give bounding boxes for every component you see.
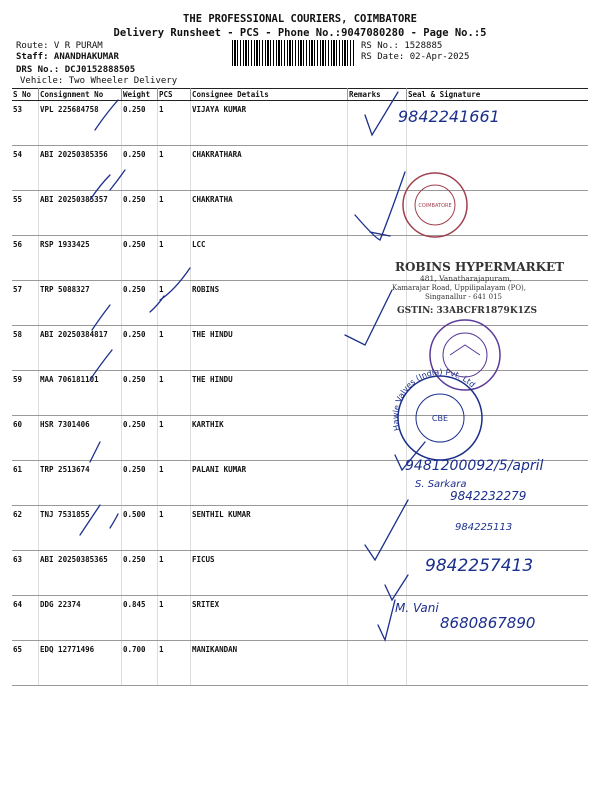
- row-pcs: 1: [158, 641, 191, 686]
- row-weight: 0.845: [122, 596, 158, 641]
- col-sno: S No: [12, 89, 39, 101]
- row-consignment-no: ABI 20250384817: [39, 326, 122, 371]
- col-consignment: Consignment No: [39, 89, 122, 101]
- row-weight: 0.250: [122, 191, 158, 236]
- table-row: [12, 191, 588, 236]
- row-weight: 0.250: [122, 416, 158, 461]
- row-pcs: 1: [158, 146, 191, 191]
- row-pcs: 1: [158, 371, 191, 416]
- row-seal-signature: [407, 551, 589, 596]
- row-pcs: 1: [158, 236, 191, 281]
- hand-r62-phone: 9842232279: [450, 489, 527, 503]
- row-seal-signature: [407, 281, 589, 326]
- row-sno: 63: [12, 551, 39, 596]
- row-seal-signature: [407, 191, 589, 236]
- row-sno: 60: [12, 416, 39, 461]
- row-consignee: THE HINDU: [191, 326, 348, 371]
- row-consignment-no: HSR 7301406: [39, 416, 122, 461]
- row-weight: 0.250: [122, 101, 158, 146]
- row-sno: 56: [12, 236, 39, 281]
- row-pcs: 1: [158, 191, 191, 236]
- row-weight: 0.250: [122, 461, 158, 506]
- row-consignment-no: TRP 2513674: [39, 461, 122, 506]
- row-consignment-no: ABI 20250385365: [39, 551, 122, 596]
- col-consignee: Consignee Details: [191, 89, 348, 101]
- hand-r64-phone: 9842257413: [425, 556, 534, 576]
- row-seal-signature: [407, 146, 589, 191]
- table-row: [12, 641, 588, 686]
- col-pcs: PCS: [158, 89, 191, 101]
- row-remarks: [348, 641, 407, 686]
- company-title: THE PROFESSIONAL COURIERS, COIMBATORE: [183, 13, 417, 25]
- row-consignment-no: MAA 706181101: [39, 371, 122, 416]
- row-sno: 59: [12, 371, 39, 416]
- row-remarks: [348, 101, 407, 146]
- row-seal-signature: [407, 101, 589, 146]
- rs-date-label: RS Date: 02-Apr-2025: [361, 52, 470, 62]
- row-sno: 65: [12, 641, 39, 686]
- table-body: [12, 101, 588, 686]
- row-sno: 57: [12, 281, 39, 326]
- row-weight: 0.250: [122, 371, 158, 416]
- row-pcs: 1: [158, 326, 191, 371]
- table-row: [12, 281, 588, 326]
- col-seal-signature: Seal & Signature: [407, 89, 589, 101]
- row-seal-signature: [407, 326, 589, 371]
- hawle-center: CBE: [431, 414, 449, 423]
- row-sno: 58: [12, 326, 39, 371]
- row-consignee: FICUS: [191, 551, 348, 596]
- row-consignment-no: TNJ 7531855: [39, 506, 122, 551]
- row-remarks: [348, 551, 407, 596]
- rs-no-label: RS No.: 1528885: [361, 41, 443, 51]
- runsheet-table: [12, 88, 588, 686]
- hawle-text: Hawle Valves (India) Pvt. Ltd.: [391, 367, 479, 432]
- row-remarks: [348, 146, 407, 191]
- row-consignment-no: VPL 225684758: [39, 101, 122, 146]
- staff-label: Staff: ANANDHAKUMAR: [16, 52, 119, 62]
- row-seal-signature: [407, 461, 589, 506]
- runsheet-subtitle: Delivery Runsheet - PCS - Phone No.:9047080280 - Page No.:5: [113, 27, 487, 39]
- row-remarks: [348, 191, 407, 236]
- hand-r61-phone: 9481200092/5/april: [405, 458, 544, 474]
- col-weight: Weight: [122, 89, 158, 101]
- row-remarks: [348, 596, 407, 641]
- row-pcs: 1: [158, 461, 191, 506]
- row-consignee: SRITEX: [191, 596, 348, 641]
- row-remarks: [348, 506, 407, 551]
- row-weight: 0.250: [122, 551, 158, 596]
- row-weight: 0.250: [122, 236, 158, 281]
- row-seal-signature: [407, 416, 589, 461]
- table-header-row: [12, 89, 588, 101]
- hand-r65-name: M. Vani: [395, 601, 439, 615]
- robins-addr1: 481, Vanatharajapuram,: [420, 274, 512, 283]
- row-consignee: THE HINDU: [191, 371, 348, 416]
- row-weight: 0.500: [122, 506, 158, 551]
- row-sno: 64: [12, 596, 39, 641]
- barcode: [232, 40, 354, 66]
- row-seal-signature: [407, 236, 589, 281]
- row-weight: 0.250: [122, 326, 158, 371]
- row-consignment-no: RSP 1933425: [39, 236, 122, 281]
- row-sno: 55: [12, 191, 39, 236]
- row-consignee: CHAKRATHARA: [191, 146, 348, 191]
- hand-r63-note: 984225113: [455, 522, 513, 533]
- row-consignment-no: TRP 5088327: [39, 281, 122, 326]
- row-consignee: PALANI KUMAR: [191, 461, 348, 506]
- row-remarks: [348, 461, 407, 506]
- row-consignee: VIJAYA KUMAR: [191, 101, 348, 146]
- table-row: [12, 506, 588, 551]
- row-remarks: [348, 236, 407, 281]
- table-row: [12, 236, 588, 281]
- row-pcs: 1: [158, 281, 191, 326]
- hand-r62-name: S. Sarkara: [415, 479, 467, 490]
- row-pcs: 1: [158, 416, 191, 461]
- drs-label: DRS No.: DCJ0152888505: [16, 65, 136, 75]
- row-sno: 62: [12, 506, 39, 551]
- row-seal-signature: [407, 506, 589, 551]
- row-weight: 0.700: [122, 641, 158, 686]
- row-consignee: ROBINS: [191, 281, 348, 326]
- hand-r65-phone: 8680867890: [440, 614, 536, 632]
- table-row: [12, 596, 588, 641]
- hand-r53-phone: 9842241661: [398, 107, 500, 126]
- table-row: [12, 146, 588, 191]
- row-weight: 0.250: [122, 146, 158, 191]
- table-row: [12, 326, 588, 371]
- col-remarks: Remarks: [348, 89, 407, 101]
- row-consignment-no: DDG 22374: [39, 596, 122, 641]
- row-remarks: [348, 416, 407, 461]
- row-pcs: 1: [158, 596, 191, 641]
- row-pcs: 1: [158, 506, 191, 551]
- robins-addr2: Kamarajar Road, Uppilipalayam (PO),: [392, 284, 527, 292]
- row-seal-signature: [407, 371, 589, 416]
- row-consignee: MANIKANDAN: [191, 641, 348, 686]
- table-row: [12, 461, 588, 506]
- robins-addr3: Singanallur - 641 015: [425, 293, 502, 301]
- table-row: [12, 416, 588, 461]
- row-remarks: [348, 281, 407, 326]
- table-row: [12, 371, 588, 416]
- row-consignee: KARTHIK: [191, 416, 348, 461]
- robins-gstin: GSTIN: 33ABCFR1879K1ZS: [397, 306, 537, 316]
- row-seal-signature: [407, 641, 589, 686]
- row-consignee: SENTHIL KUMAR: [191, 506, 348, 551]
- table-row: [12, 101, 588, 146]
- vehicle-label: Vehicle: Two Wheeler Delivery: [20, 76, 178, 86]
- row-pcs: 1: [158, 101, 191, 146]
- row-consignment-no: ABI 20250385357: [39, 191, 122, 236]
- row-remarks: [348, 371, 407, 416]
- row-remarks: [348, 326, 407, 371]
- row-consignment-no: EDQ 12771496: [39, 641, 122, 686]
- row-consignment-no: ABI 20250385356: [39, 146, 122, 191]
- row-sno: 54: [12, 146, 39, 191]
- row-consignee: CHAKRATHA: [191, 191, 348, 236]
- row-seal-signature: [407, 596, 589, 641]
- row-sno: 61: [12, 461, 39, 506]
- circle-stamp-text: COIMBATORE: [418, 203, 452, 209]
- table-row: [12, 551, 588, 596]
- route-label: Route: V R PURAM: [16, 41, 103, 51]
- robins-name: ROBINS HYPERMARKET: [395, 260, 565, 274]
- row-sno: 53: [12, 101, 39, 146]
- row-consignee: LCC: [191, 236, 348, 281]
- row-pcs: 1: [158, 551, 191, 596]
- row-weight: 0.250: [122, 281, 158, 326]
